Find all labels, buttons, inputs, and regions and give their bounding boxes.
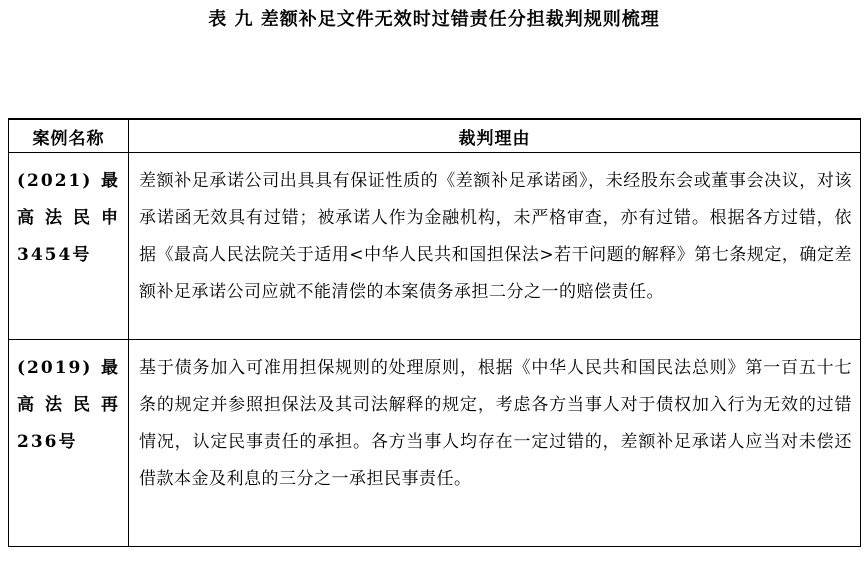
header-reasoning: 裁判理由 [129, 119, 861, 153]
case-name-cell: (2019) 最高法民再236号 [9, 340, 129, 547]
page-title: 表 九 差额补足文件无效时过错责任分担裁判规则梳理 [208, 9, 660, 30]
header-case-name: 案例名称 [9, 119, 129, 153]
reasoning-cell: 差额补足承诺公司出具具有保证性质的《差额补足承诺函》，未经股东会或董事会决议，对该承诺函无效具有过错；被承诺人作为金融机构，未严格审查，亦有过错。根据各方过错，依据《最高人民法院关于适用<中华人民共和国担保法>若干问题的解释》第七条规定，确定差额补足承诺公司应就不能清偿的本案债务承担二分之一的赔偿责任。 [129, 153, 861, 340]
case-rules-table [8, 118, 861, 547]
table-header-row [9, 119, 861, 153]
case-name-cell: (2021) 最高法民申3454号 [9, 153, 129, 340]
reasoning-cell: 基于债务加入可准用担保规则的处理原则，根据《中华人民共和国民法总则》第一百五十七条的规定并参照担保法及其司法解释的规定，考虑各方当事人对于债权加入行为无效的过错情况，认定民事责任的承担。各方当事人均存在一定过错的，差额补足承诺人应当对未偿还借款本金及利息的三分之一承担民事责任。 [129, 340, 861, 547]
table-row [9, 153, 861, 340]
table-row [9, 340, 861, 547]
